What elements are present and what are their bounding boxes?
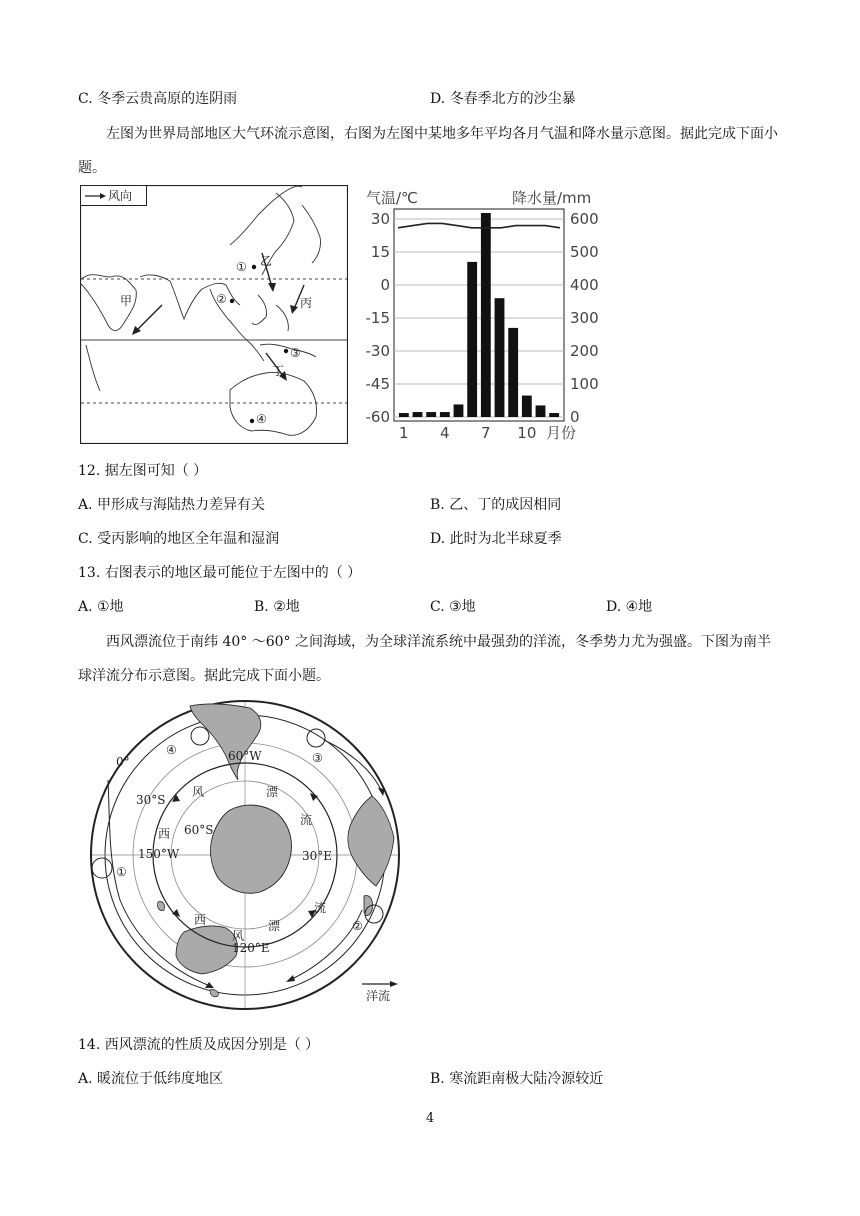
option-d: D. 冬春季北方的沙尘暴	[430, 91, 576, 107]
jia-label: 甲	[120, 294, 133, 308]
ocean-currents-map	[80, 700, 410, 1012]
lon30e-label: 30°E	[302, 849, 333, 863]
drift-char-feng-1: 风	[192, 785, 205, 799]
option-c: C. 冬季云贵高原的连阴雨	[78, 91, 238, 107]
ding-label: 丁	[272, 364, 285, 378]
q12-option-b[interactable]: B. 乙、丁的成因相同	[430, 497, 562, 513]
wind-legend	[81, 186, 147, 206]
precip-bar	[481, 213, 491, 417]
precip-bar	[399, 413, 409, 417]
lon60w-label: 60°W	[228, 749, 262, 763]
temp-tick-label: 30	[370, 210, 390, 228]
q14-option-a[interactable]: A. 暖流位于低纬度地区	[78, 1071, 224, 1087]
page-number: 4	[425, 1111, 435, 1126]
precip-tick-label: 400	[570, 276, 599, 294]
point-4-label: ④	[256, 412, 267, 426]
temp-tick-label: -45	[365, 375, 390, 393]
drift-char-liu-1: 流	[300, 813, 313, 827]
q12-option-a[interactable]: A. 甲形成与海陆热力差异有关	[78, 497, 266, 513]
month-ticks	[399, 424, 536, 442]
currents-legend-label: 洋流	[366, 989, 391, 1003]
drift-char-feng-2: 风	[232, 929, 245, 943]
lat60s-label: 60°S	[184, 823, 214, 837]
month-tick-label: 4	[440, 424, 450, 442]
point-3-label: ③	[290, 346, 301, 360]
precip-bar	[426, 412, 436, 417]
q13-option-d[interactable]: D. ④地	[606, 599, 653, 615]
point-2-label: ②	[216, 292, 227, 306]
month-tick-label: 7	[481, 424, 491, 442]
q14-stem: 14. 西风漂流的性质及成因分别是（ ）	[78, 1037, 320, 1053]
temp-axis-title: 气温/℃	[366, 189, 418, 207]
precip-tick-label: 0	[570, 408, 580, 426]
precip-bar	[454, 404, 464, 417]
point-2-label: ②	[352, 919, 363, 933]
x-axis-title: 月份	[546, 424, 577, 442]
q12-stem: 12. 据左图可知（ ）	[78, 463, 208, 479]
q13-stem: 13. 右图表示的地区最可能位于左图中的（ ）	[78, 565, 362, 581]
temp-ticks	[366, 210, 391, 426]
q13-option-c[interactable]: C. ③地	[430, 599, 476, 615]
precip-bar	[440, 412, 450, 417]
precip-tick-label: 200	[570, 342, 599, 360]
circulation-map	[80, 185, 348, 444]
precip-tick-label: 100	[570, 375, 599, 393]
temp-tick-label: -15	[365, 309, 390, 327]
deg0-label: 0°	[116, 755, 130, 769]
climate-chart	[356, 185, 606, 447]
month-tick-label: 10	[517, 424, 537, 442]
intro-paragraph-2: 西风漂流位于南纬 40° ～60° 之间海域，为全球洋流系统中最强劲的洋流，冬季势力尤为强盛。下图为南半球洋流分布示意图。据此完成下面小题。	[78, 634, 771, 684]
point-4-label: ④	[166, 743, 177, 757]
drift-char-piao-2: 漂	[268, 919, 281, 933]
month-tick-label: 1	[399, 424, 409, 442]
lat30s-label: 30°S	[136, 793, 166, 807]
precip-bar	[536, 405, 546, 417]
temp-tick-label: 15	[370, 243, 390, 261]
temp-tick-label: -30	[365, 342, 390, 360]
q13-option-b[interactable]: B. ②地	[254, 599, 300, 615]
point-3-label: ③	[312, 751, 323, 765]
precip-bar	[549, 413, 559, 417]
precip-tick-label: 300	[570, 309, 599, 327]
point-1-label: ①	[116, 865, 127, 879]
drift-char-piao-1: 漂	[266, 785, 279, 799]
temp-tick-label: 0	[380, 276, 390, 294]
q12-option-c[interactable]: C. 受丙影响的地区全年温和湿润	[78, 531, 280, 547]
precip-bar	[413, 412, 423, 417]
q12-option-d[interactable]: D. 此时为北半球夏季	[430, 531, 562, 547]
precip-bar	[495, 298, 505, 417]
precip-bar	[508, 328, 518, 417]
intro-paragraph-1: 左图为世界局部地区大气环流示意图，右图为左图中某地多年平均各月气温和降水量示意图。据此完成下面小题。	[78, 126, 778, 176]
precip-ticks	[570, 210, 599, 426]
precip-tick-label: 600	[570, 210, 599, 228]
temp-tick-label: -60	[365, 408, 390, 426]
precip-bar	[467, 262, 477, 417]
drift-char-liu-2: 流	[314, 901, 327, 915]
precip-tick-label: 500	[570, 243, 599, 261]
precip-axis-title: 降水量/mm	[512, 189, 592, 207]
yi-label: 乙	[260, 254, 273, 268]
point-1-label: ①	[236, 260, 247, 274]
legend-text: 风向	[108, 189, 133, 203]
drift-char-xi-1: 西	[158, 827, 171, 841]
bing-label: 丙	[300, 296, 313, 310]
precip-bar	[522, 396, 532, 417]
lon120e-label: 120°E	[232, 941, 270, 955]
q13-option-a[interactable]: A. ①地	[78, 599, 124, 615]
drift-char-xi-2: 西	[194, 913, 207, 927]
lon150w-label: 150°W	[138, 847, 180, 861]
q14-option-b[interactable]: B. 寒流距南极大陆冷源较近	[430, 1071, 604, 1087]
